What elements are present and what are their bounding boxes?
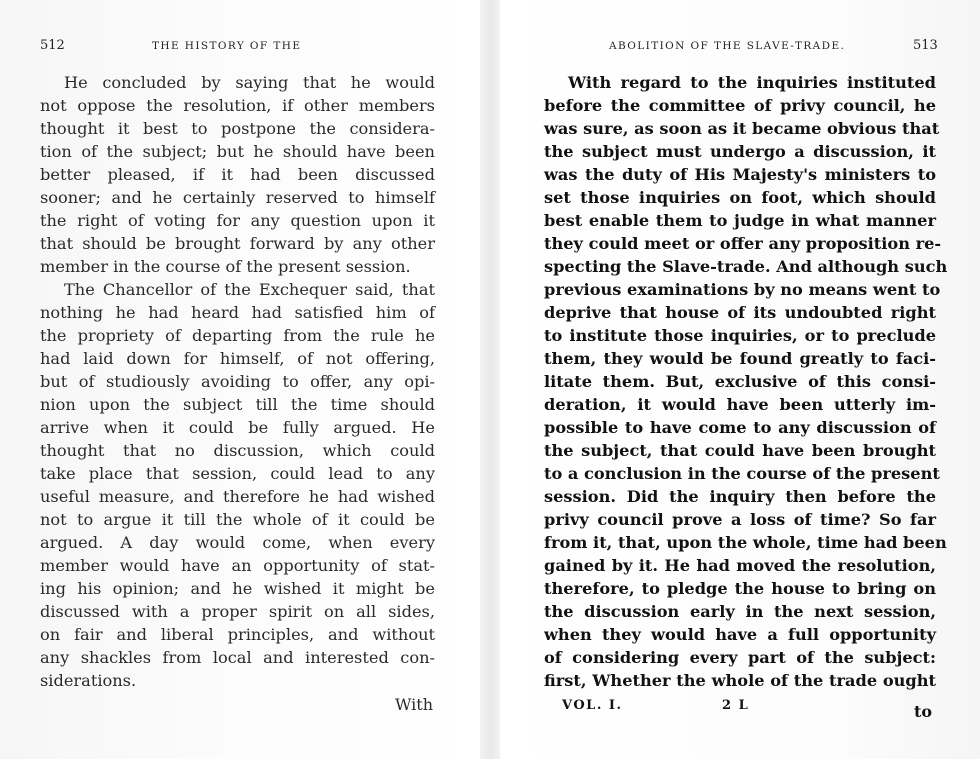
text-line: discussed with a proper spirit on all sides, [40, 602, 435, 621]
right-running-head: ABOLITION OF THE SLAVE-TRADE. [609, 40, 846, 52]
text-line: specting the Slave-trade. And although such [544, 257, 948, 276]
text-line: take place that session, could lead to any [40, 464, 435, 483]
text-line: member in the course of the present session. [40, 257, 411, 276]
left-catchword: With [395, 695, 434, 714]
text-line: tion of the subject; but he should have been [40, 142, 435, 161]
left-page [0, 0, 480, 759]
text-line: the propriety of departing from the rule he [40, 326, 435, 345]
text-line: previous examinations by no means went to [544, 280, 941, 299]
text-line: on fair and liberal principles, and without [40, 625, 435, 644]
text-line: from it, that, upon the whole, time had been [544, 533, 947, 552]
signature-mark: 2 L [722, 698, 750, 713]
text-line: that should be brought forward by any other [40, 234, 435, 253]
left-running-head: THE HISTORY OF THE [152, 40, 302, 52]
text-line: arrive when it could be fully argued. He [40, 418, 435, 437]
text-line: they could meet or offer any proposition re- [544, 234, 942, 253]
text-line: when they would have a full opportunity [544, 625, 936, 644]
text-line: them, they would be found greatly to faci- [544, 349, 936, 368]
text-line: the subject, that could have been brought [544, 441, 936, 460]
left-page-number: 512 [40, 38, 65, 53]
text-line: better pleased, if it had been discussed [40, 165, 435, 184]
text-line: ing his opinion; and he wished it might be [40, 579, 435, 598]
text-line: privy council prove a loss of time? So far [544, 510, 936, 529]
text-line: litate them. But, exclusive of this consi- [544, 372, 936, 391]
text-line: to institute those inquiries, or to preclude [544, 326, 936, 345]
text-line: not oppose the resolution, if other members [40, 96, 435, 115]
left-body-text [40, 71, 435, 692]
text-line: was the duty of His Majesty's ministers to [544, 165, 936, 184]
text-line: best enable them to judge in what manner [544, 211, 936, 230]
text-line: useful measure, and therefore he had wished [40, 487, 435, 506]
text-line: any shackles from local and interested con- [40, 648, 435, 667]
text-line: had laid down for himself, of not offering, [40, 349, 435, 368]
book-gutter [480, 0, 500, 759]
text-line: the right of voting for any question upon it [40, 211, 435, 230]
text-line: deprive that house of its undoubted right [544, 303, 936, 322]
text-line: gained by it. He had moved the resolution, [544, 556, 936, 575]
text-line: The Chancellor of the Exchequer said, that [64, 280, 435, 299]
text-line: set those inquiries on foot, which should [544, 188, 936, 207]
text-line: thought it best to postpone the considera- [40, 119, 435, 138]
text-line: siderations. [40, 671, 137, 690]
volume-signature: VOL. I. [562, 698, 623, 713]
text-line: therefore, to pledge the house to bring on [544, 579, 936, 598]
text-line: before the committee of privy council, he [544, 96, 936, 115]
text-line: the discussion early in the next session, [544, 602, 936, 621]
text-line: not to argue it till the whole of it could be [40, 510, 435, 529]
text-line: was sure, as soon as it became obvious that [544, 119, 940, 138]
right-page [500, 0, 980, 759]
text-line: thought that no discussion, which could [40, 441, 435, 460]
text-line: the subject must undergo a discussion, it [544, 142, 936, 161]
text-line: possible to have come to any discussion of [544, 418, 936, 437]
text-line: to a conclusion in the course of the present [544, 464, 940, 483]
text-line: session. Did the inquiry then before the [544, 487, 936, 506]
text-line: first, Whether the whole of the trade ought [544, 671, 936, 690]
text-line: but of studiously avoiding to offer, any opi- [40, 372, 435, 391]
text-line: argued. A day would come, when every [40, 533, 435, 552]
text-line: With regard to the inquiries instituted [568, 73, 936, 92]
text-line: member would have an opportunity of stat- [40, 556, 435, 575]
text-line: sooner; and he certainly reserved to himself [40, 188, 435, 207]
right-catchword: to [914, 702, 933, 721]
right-body-text [544, 71, 948, 692]
text-line: nion upon the subject till the time should [40, 395, 435, 414]
text-line: He concluded by saying that he would [64, 73, 435, 92]
right-page-number: 513 [913, 38, 938, 53]
text-line: nothing he had heard had satisfied him of [40, 303, 435, 322]
text-line: of considering every part of the subject: [544, 648, 936, 667]
text-line: deration, it would have been utterly im- [544, 395, 936, 414]
